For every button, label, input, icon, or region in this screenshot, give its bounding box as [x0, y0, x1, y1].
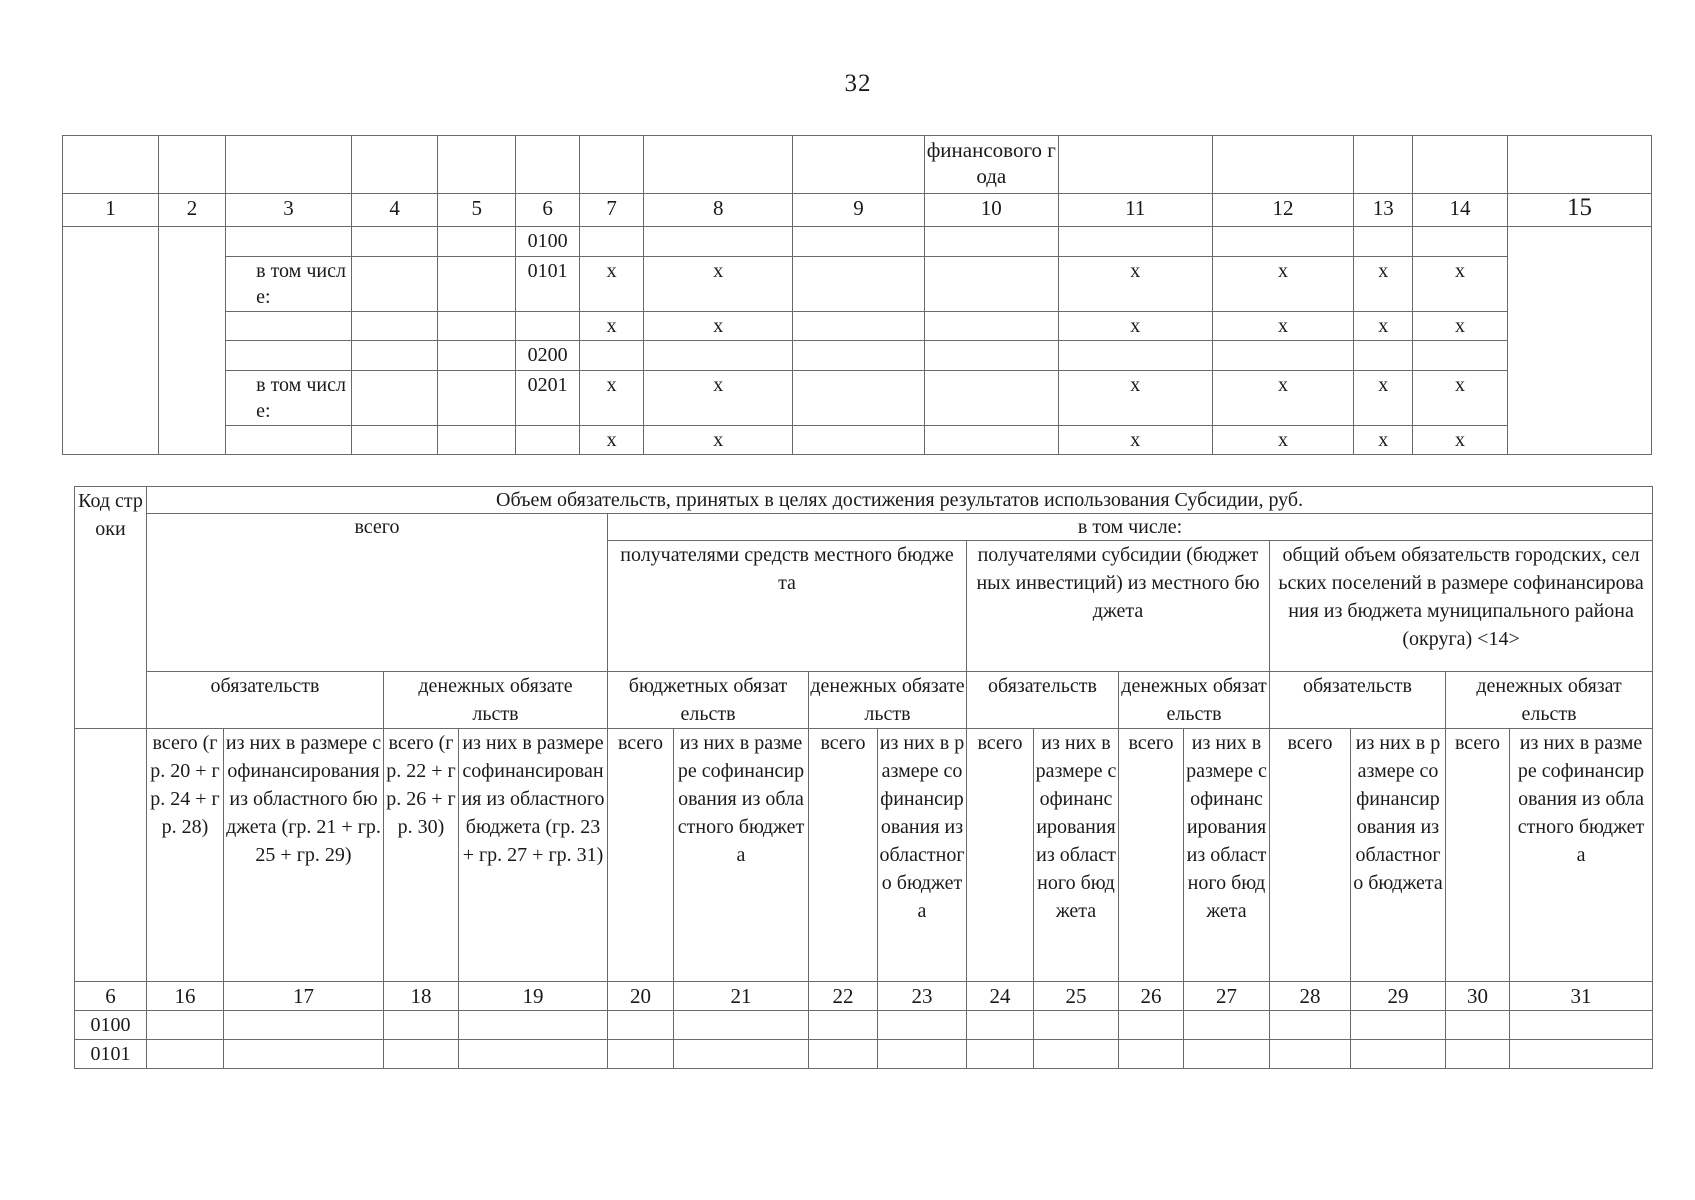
col24-header: всего: [967, 729, 1034, 982]
monetary-obligations-header: денежных обязательств: [809, 672, 967, 729]
table-cell: [1034, 1040, 1119, 1069]
mark-cell: x: [1354, 371, 1413, 426]
mark-cell: x: [1354, 312, 1413, 341]
total-header: всего: [147, 514, 608, 672]
col27-header: из них в размере софинансирования из областного бюджета: [1184, 729, 1270, 982]
column-number: 16: [147, 982, 224, 1011]
table-cell: [1270, 1011, 1351, 1040]
upper-header-cell: [580, 136, 644, 194]
column-number: 31: [1510, 982, 1653, 1011]
obligations-header: обязательств: [1270, 672, 1446, 729]
table-cell: [924, 426, 1058, 455]
table-cell: [438, 371, 516, 426]
col25-header: из них в размере софинансирования из областного бюджета: [1034, 729, 1119, 982]
table-cell: [224, 1040, 384, 1069]
upper-header-cell: [1058, 136, 1212, 194]
mark-cell: x: [644, 257, 793, 312]
mark-cell: x: [580, 426, 644, 455]
table-cell: [1446, 1040, 1510, 1069]
mark-cell: [1212, 227, 1354, 257]
including-header: в том числе:: [608, 514, 1653, 541]
col31-header: из них в размере софинансирования из областного бюджета: [1510, 729, 1653, 982]
monetary-obligations-header: денежных обязательств: [1119, 672, 1270, 729]
row-label: [226, 426, 352, 455]
table-cell: [878, 1040, 967, 1069]
table-cell: [1119, 1011, 1184, 1040]
mark-cell: [1413, 341, 1508, 371]
table-cell: [1184, 1011, 1270, 1040]
column-number: 20: [608, 982, 674, 1011]
col19-header: из них в размере софинансирования из областного бюджета (гр. 23 + гр. 27 + гр. 31): [459, 729, 608, 982]
table-cell: [924, 312, 1058, 341]
column-number: 10: [924, 194, 1058, 227]
mark-cell: x: [1354, 426, 1413, 455]
column-number: 15: [1507, 194, 1651, 227]
column-number: 22: [809, 982, 878, 1011]
table-cell: [438, 426, 516, 455]
column-number: 21: [674, 982, 809, 1011]
table-cell: [63, 227, 159, 455]
table-cell: [793, 227, 924, 257]
budget-obligations-header: бюджетных обязательств: [608, 672, 809, 729]
table-cell: [809, 1040, 878, 1069]
table-cell: [438, 341, 516, 371]
mark-cell: x: [1212, 312, 1354, 341]
upper-table: [62, 135, 1652, 455]
upper-column-numbers: [63, 194, 1652, 227]
col20-header: всего: [608, 729, 674, 982]
table-cell: [608, 1011, 674, 1040]
table-cell: [224, 1011, 384, 1040]
mark-cell: x: [1212, 426, 1354, 455]
mark-cell: [1354, 227, 1413, 257]
code-header: Код строки: [75, 487, 147, 729]
table-cell: [351, 341, 437, 371]
table-cell: [351, 371, 437, 426]
table-row: [63, 312, 1652, 341]
table-cell: [793, 371, 924, 426]
row-code: 0101: [516, 257, 580, 312]
mark-cell: x: [1413, 426, 1508, 455]
table-row: [63, 426, 1652, 455]
column-number: 6: [75, 982, 147, 1011]
upper-header-cell: [1413, 136, 1508, 194]
mark-cell: x: [1354, 257, 1413, 312]
table-cell: [75, 729, 147, 982]
upper-header-cell: [158, 136, 225, 194]
upper-header-cell: [226, 136, 352, 194]
table-cell: [438, 257, 516, 312]
table-cell: [1184, 1040, 1270, 1069]
row-code: 0100: [75, 1011, 147, 1040]
header-row: [75, 487, 1653, 514]
table-cell: [384, 1040, 459, 1069]
col16-header: всего (гр. 20 + гр. 24 + гр. 28): [147, 729, 224, 982]
column-number: 25: [1034, 982, 1119, 1011]
table-cell: [147, 1040, 224, 1069]
table-row: [75, 1040, 1653, 1069]
column-number: 19: [459, 982, 608, 1011]
mark-cell: x: [644, 426, 793, 455]
table-cell: [793, 312, 924, 341]
column-number: 4: [351, 194, 437, 227]
table-cell: [924, 257, 1058, 312]
mark-cell: [644, 341, 793, 371]
monetary-obligations-header: денежных обязательств: [384, 672, 608, 729]
mark-cell: x: [1413, 257, 1508, 312]
table-cell: [1510, 1040, 1653, 1069]
table-cell: [878, 1011, 967, 1040]
col18-header: всего (гр. 22 + гр. 26 + гр. 30): [384, 729, 459, 982]
table-cell: [438, 312, 516, 341]
column-number: 5: [438, 194, 516, 227]
column-number: 26: [1119, 982, 1184, 1011]
row-code: [516, 426, 580, 455]
table-cell: [793, 426, 924, 455]
mark-cell: [580, 341, 644, 371]
main-header: Объем обязательств, принятых в целях достижения результатов использования Субсидии, руб.: [147, 487, 1653, 514]
lower-column-numbers: [75, 982, 1653, 1011]
column-number: 11: [1058, 194, 1212, 227]
upper-header-cell: [351, 136, 437, 194]
header-row: [75, 729, 1653, 982]
table-cell: [924, 227, 1058, 257]
upper-header-cell: [516, 136, 580, 194]
column-number: 6: [516, 194, 580, 227]
table-cell: [967, 1040, 1034, 1069]
column-number: 9: [793, 194, 924, 227]
table-cell: [924, 371, 1058, 426]
row-code: 0201: [516, 371, 580, 426]
row-code: 0200: [516, 341, 580, 371]
table-cell: [1351, 1011, 1446, 1040]
column-number: 12: [1212, 194, 1354, 227]
column-number: 13: [1354, 194, 1413, 227]
mark-cell: x: [1058, 371, 1212, 426]
upper-header-cell: [644, 136, 793, 194]
table-cell: [1510, 1011, 1653, 1040]
table-cell: [147, 1011, 224, 1040]
table-row: [63, 227, 1652, 257]
column-number: 17: [224, 982, 384, 1011]
row-code: 0100: [516, 227, 580, 257]
mark-cell: x: [1212, 257, 1354, 312]
column-number: 18: [384, 982, 459, 1011]
upper-header-cell: [63, 136, 159, 194]
column-number: 3: [226, 194, 352, 227]
col29-header: из них в размере софинансирования из областного бюджета: [1351, 729, 1446, 982]
header-row: [75, 672, 1653, 729]
mark-cell: [644, 227, 793, 257]
lower-table: [74, 486, 1653, 1069]
column-number: 30: [1446, 982, 1510, 1011]
col30-header: всего: [1446, 729, 1510, 982]
table-cell: [158, 227, 225, 455]
monetary-obligations-header: денежных обязательств: [1446, 672, 1653, 729]
table-cell: [793, 341, 924, 371]
table-cell: [674, 1011, 809, 1040]
row-label: [226, 227, 352, 257]
upper-header-cell: [438, 136, 516, 194]
mark-cell: [1058, 227, 1212, 257]
column-number: 1: [63, 194, 159, 227]
table-cell: [1270, 1040, 1351, 1069]
table-cell: [1351, 1040, 1446, 1069]
table-row: [63, 371, 1652, 426]
upper-header-cell: [1507, 136, 1651, 194]
column-number: 24: [967, 982, 1034, 1011]
group-settlements-header: общий объем обязательств городских, сельских поселений в размере софинансирования из бюджета муниципального района (округа) <14>: [1270, 541, 1653, 672]
col17-header: из них в размере софинансирования из областного бюджета (гр. 21 + гр. 25 + гр. 29): [224, 729, 384, 982]
upper-header-row: [63, 136, 1652, 194]
table-cell: [351, 312, 437, 341]
table-cell: [1507, 227, 1651, 455]
column-number: 28: [1270, 982, 1351, 1011]
table-cell: [459, 1011, 608, 1040]
column-number: 27: [1184, 982, 1270, 1011]
mark-cell: [1212, 341, 1354, 371]
mark-cell: x: [1413, 312, 1508, 341]
mark-cell: x: [1058, 426, 1212, 455]
table-cell: [924, 341, 1058, 371]
table-cell: [608, 1040, 674, 1069]
table-cell: [351, 257, 437, 312]
table-cell: [1034, 1011, 1119, 1040]
mark-cell: x: [580, 312, 644, 341]
col21-header: из них в размере софинансирования из областного бюджета: [674, 729, 809, 982]
col26-header: всего: [1119, 729, 1184, 982]
table-cell: [967, 1011, 1034, 1040]
group-subsidy-header: получателями субсидии (бюджетных инвестиций) из местного бюджета: [967, 541, 1270, 672]
header-financial-year: финансового года: [924, 136, 1058, 194]
mark-cell: [1058, 341, 1212, 371]
header-row: [75, 514, 1653, 541]
row-label: [226, 312, 352, 341]
table-cell: [674, 1040, 809, 1069]
row-code: [516, 312, 580, 341]
column-number: 8: [644, 194, 793, 227]
row-label: в том числе:: [226, 257, 352, 312]
table-cell: [384, 1011, 459, 1040]
col23-header: из них в размере софинансирования из областного бюджета: [878, 729, 967, 982]
column-number: 14: [1413, 194, 1508, 227]
mark-cell: x: [580, 257, 644, 312]
mark-cell: [580, 227, 644, 257]
mark-cell: x: [1413, 371, 1508, 426]
table-cell: [809, 1011, 878, 1040]
column-number: 29: [1351, 982, 1446, 1011]
table-cell: [351, 227, 437, 257]
mark-cell: x: [1058, 312, 1212, 341]
row-label: в том числе:: [226, 371, 352, 426]
upper-header-cell: [1354, 136, 1413, 194]
page-number: 32: [844, 70, 872, 97]
mark-cell: x: [644, 312, 793, 341]
table-cell: [351, 426, 437, 455]
row-label: [226, 341, 352, 371]
mark-cell: x: [1212, 371, 1354, 426]
table-cell: [1119, 1040, 1184, 1069]
table-cell: [459, 1040, 608, 1069]
upper-header-cell: [1212, 136, 1354, 194]
mark-cell: x: [580, 371, 644, 426]
group-local-budget-header: получателями средств местного бюджета: [608, 541, 967, 672]
table-row: [75, 1011, 1653, 1040]
col28-header: всего: [1270, 729, 1351, 982]
col22-header: всего: [809, 729, 878, 982]
mark-cell: x: [1058, 257, 1212, 312]
obligations-header: обязательств: [147, 672, 384, 729]
table-row: [63, 257, 1652, 312]
upper-header-cell: [793, 136, 924, 194]
column-number: 7: [580, 194, 644, 227]
table-cell: [1446, 1011, 1510, 1040]
mark-cell: [1354, 341, 1413, 371]
mark-cell: [1413, 227, 1508, 257]
column-number: 2: [158, 194, 225, 227]
column-number: 23: [878, 982, 967, 1011]
table-cell: [793, 257, 924, 312]
table-cell: [438, 227, 516, 257]
table-row: [63, 341, 1652, 371]
obligations-header: обязательств: [967, 672, 1119, 729]
mark-cell: x: [644, 371, 793, 426]
row-code: 0101: [75, 1040, 147, 1069]
